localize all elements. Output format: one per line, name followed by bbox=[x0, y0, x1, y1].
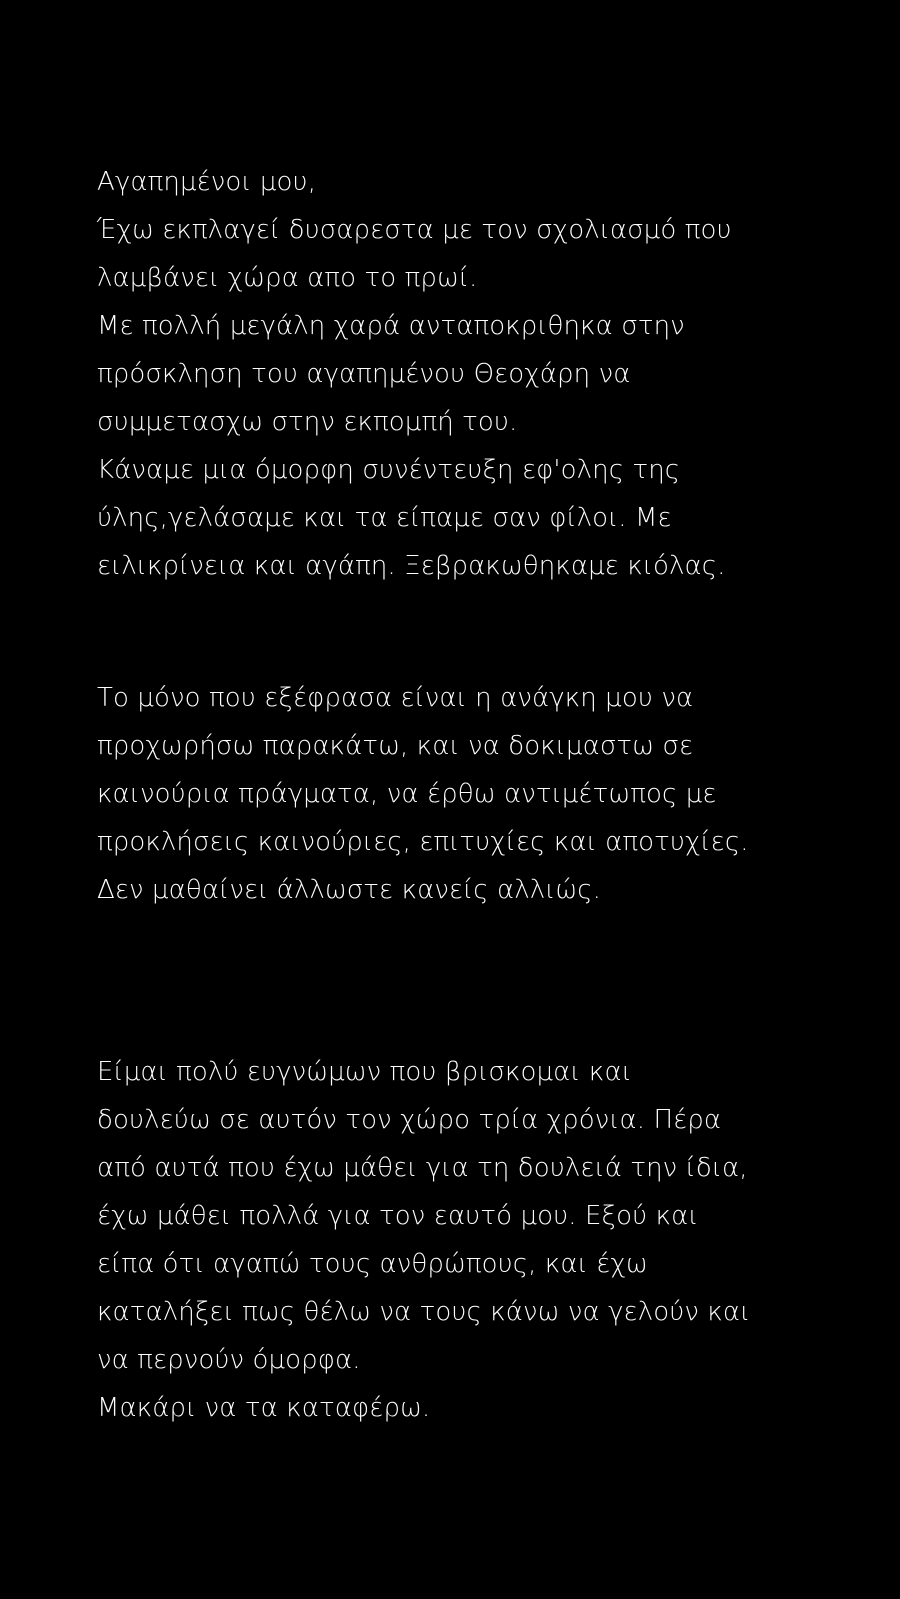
text-line: έχω μάθει πολλά για τον εαυτό μου. Εξού και bbox=[97, 1201, 699, 1231]
text-line: λαμβάνει χώρα απο το πρωί. bbox=[97, 263, 478, 293]
text-line: είπα ότι αγαπώ τους ανθρώπους, και έχω bbox=[97, 1249, 648, 1279]
text-line: καινούρια πράγματα, να έρθω αντιμέτωπος με bbox=[97, 779, 717, 809]
text-line: Μακάρι να τα καταφέρω. bbox=[97, 1393, 431, 1423]
text-line: Αγαπημένοι μου, bbox=[97, 167, 317, 197]
text-line: ύλης,γελάσαμε και τα είπαμε σαν φίλοι. Με bbox=[97, 503, 672, 533]
text-line: πρόσκληση του αγαπημένου Θεοχάρη να bbox=[97, 359, 631, 389]
text-line: συμμετασχω στην εκπομπή του. bbox=[97, 407, 518, 437]
text-line: προκλήσεις καινούριες, επιτυχίες και αποτυχίες. bbox=[97, 827, 749, 857]
text-line: Κάναμε μια όμορφη συνέντευξη εφ'ολης της bbox=[97, 455, 681, 485]
text-line: προχωρήσω παρακάτω, και να δοκιμαστω σε bbox=[97, 731, 694, 761]
text-line: Δεν μαθαίνει άλλωστε κανείς αλλιώς. bbox=[97, 875, 601, 905]
text-line: να περνούν όμορφα. bbox=[97, 1345, 361, 1375]
text-line: Με πολλή μεγάλη χαρά ανταποκριθηκα στην bbox=[97, 311, 685, 341]
text-line: ειλικρίνεια και αγάπη. Ξεβρακωθηκαμε κιόλας. bbox=[97, 551, 726, 581]
text-line: Είμαι πολύ ευγνώμων που βρισκομαι και bbox=[97, 1057, 632, 1087]
text-line: δουλεύω σε αυτόν τον χώρο τρία χρόνια. Πέρα bbox=[97, 1105, 722, 1135]
text-line: Το μόνο που εξέφρασα είναι η ανάγκη μου να bbox=[97, 683, 694, 713]
text-line: από αυτά που έχω μάθει για τη δουλειά την ίδια, bbox=[97, 1153, 748, 1183]
text-line: Έχω εκπλαγεί δυσαρεστα με τον σχολιασμό που bbox=[97, 215, 732, 245]
text-line: καταλήξει πως θέλω να τους κάνω να γελούν και bbox=[97, 1297, 751, 1327]
